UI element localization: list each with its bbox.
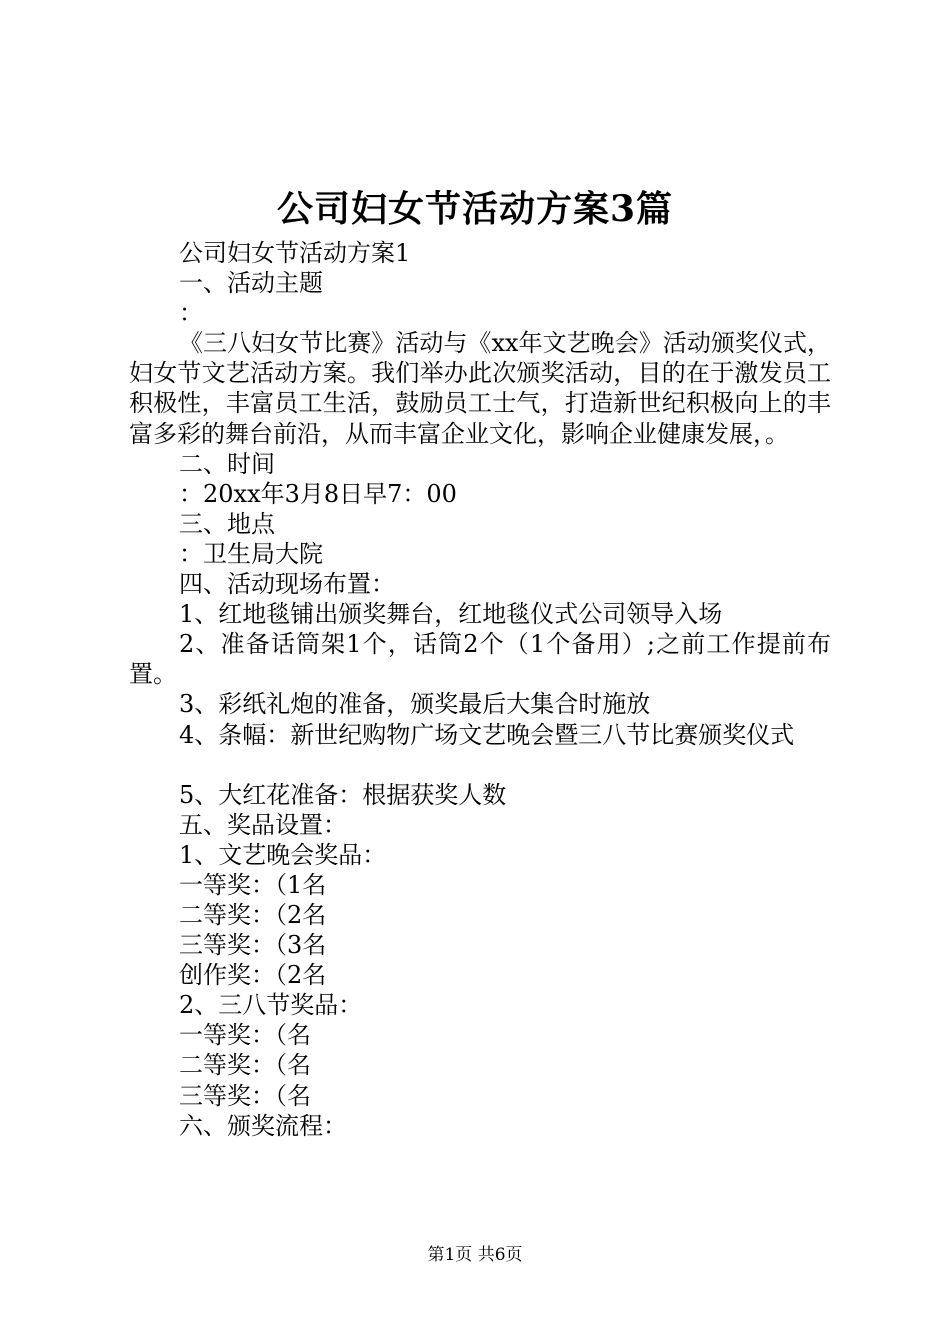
text-line: ： xyxy=(179,299,203,328)
section-heading: 六、颁奖流程： xyxy=(179,1111,347,1140)
list-item: 2、准备话筒架1个，话筒2个（1个备用）;之前工作提前布置。 xyxy=(129,630,831,689)
list-item: 1、文艺晚会奖品： xyxy=(179,840,387,869)
section-heading: 四、活动现场布置： xyxy=(179,570,395,599)
document-body xyxy=(129,238,831,1141)
document-title: 公司妇女节活动方案3篇 xyxy=(276,188,674,230)
list-item: 4、条幅：新世纪购物广场文艺晚会暨三八节比赛颁奖仪式 xyxy=(179,720,795,749)
section-heading: 二、时间 xyxy=(179,449,275,478)
award-line: 三等奖：（3名 xyxy=(179,931,327,960)
paragraph: 《三八妇女节比赛》活动与《xx年文艺晚会》活动颁奖仪式，妇女节文艺活动方案。我们举办此次颁奖活动，目的在于激发员工积极性，丰富员工生活，鼓励员工士气，打造新世纪积极向上的丰富多彩的舞台前沿，从而丰富企业文化，影响企业健康发展，。 xyxy=(129,329,831,448)
award-line: 三等奖：（名 xyxy=(179,1081,311,1110)
award-line: 二等奖：（名 xyxy=(179,1051,311,1080)
award-line: 一等奖：（1名 xyxy=(179,870,327,899)
list-item: 1、红地毯铺出颁奖舞台，红地毯仪式公司领导入场 xyxy=(179,600,723,629)
text-line: ：20xx年3月8日早7：00 xyxy=(179,479,457,508)
list-item: 5、大红花准备：根据获奖人数 xyxy=(179,780,507,809)
list-item: 2、三八节奖品： xyxy=(179,991,363,1020)
text-line: ：卫生局大院 xyxy=(179,539,323,568)
blank-line xyxy=(129,750,831,780)
award-line: 一等奖：（名 xyxy=(179,1021,311,1050)
section-heading: 公司妇女节活动方案1 xyxy=(179,239,411,267)
section-heading: 三、地点 xyxy=(179,509,275,538)
section-heading: 五、奖品设置： xyxy=(179,810,347,839)
section-heading: 一、活动主题 xyxy=(179,269,323,298)
list-item: 3、彩纸礼炮的准备，颁奖最后大集合时施放 xyxy=(179,690,651,719)
page-footer: 第1页 共6页 xyxy=(427,1245,523,1265)
award-line: 二等奖：（2名 xyxy=(179,900,327,929)
award-line: 创作奖：（2名 xyxy=(179,961,327,990)
